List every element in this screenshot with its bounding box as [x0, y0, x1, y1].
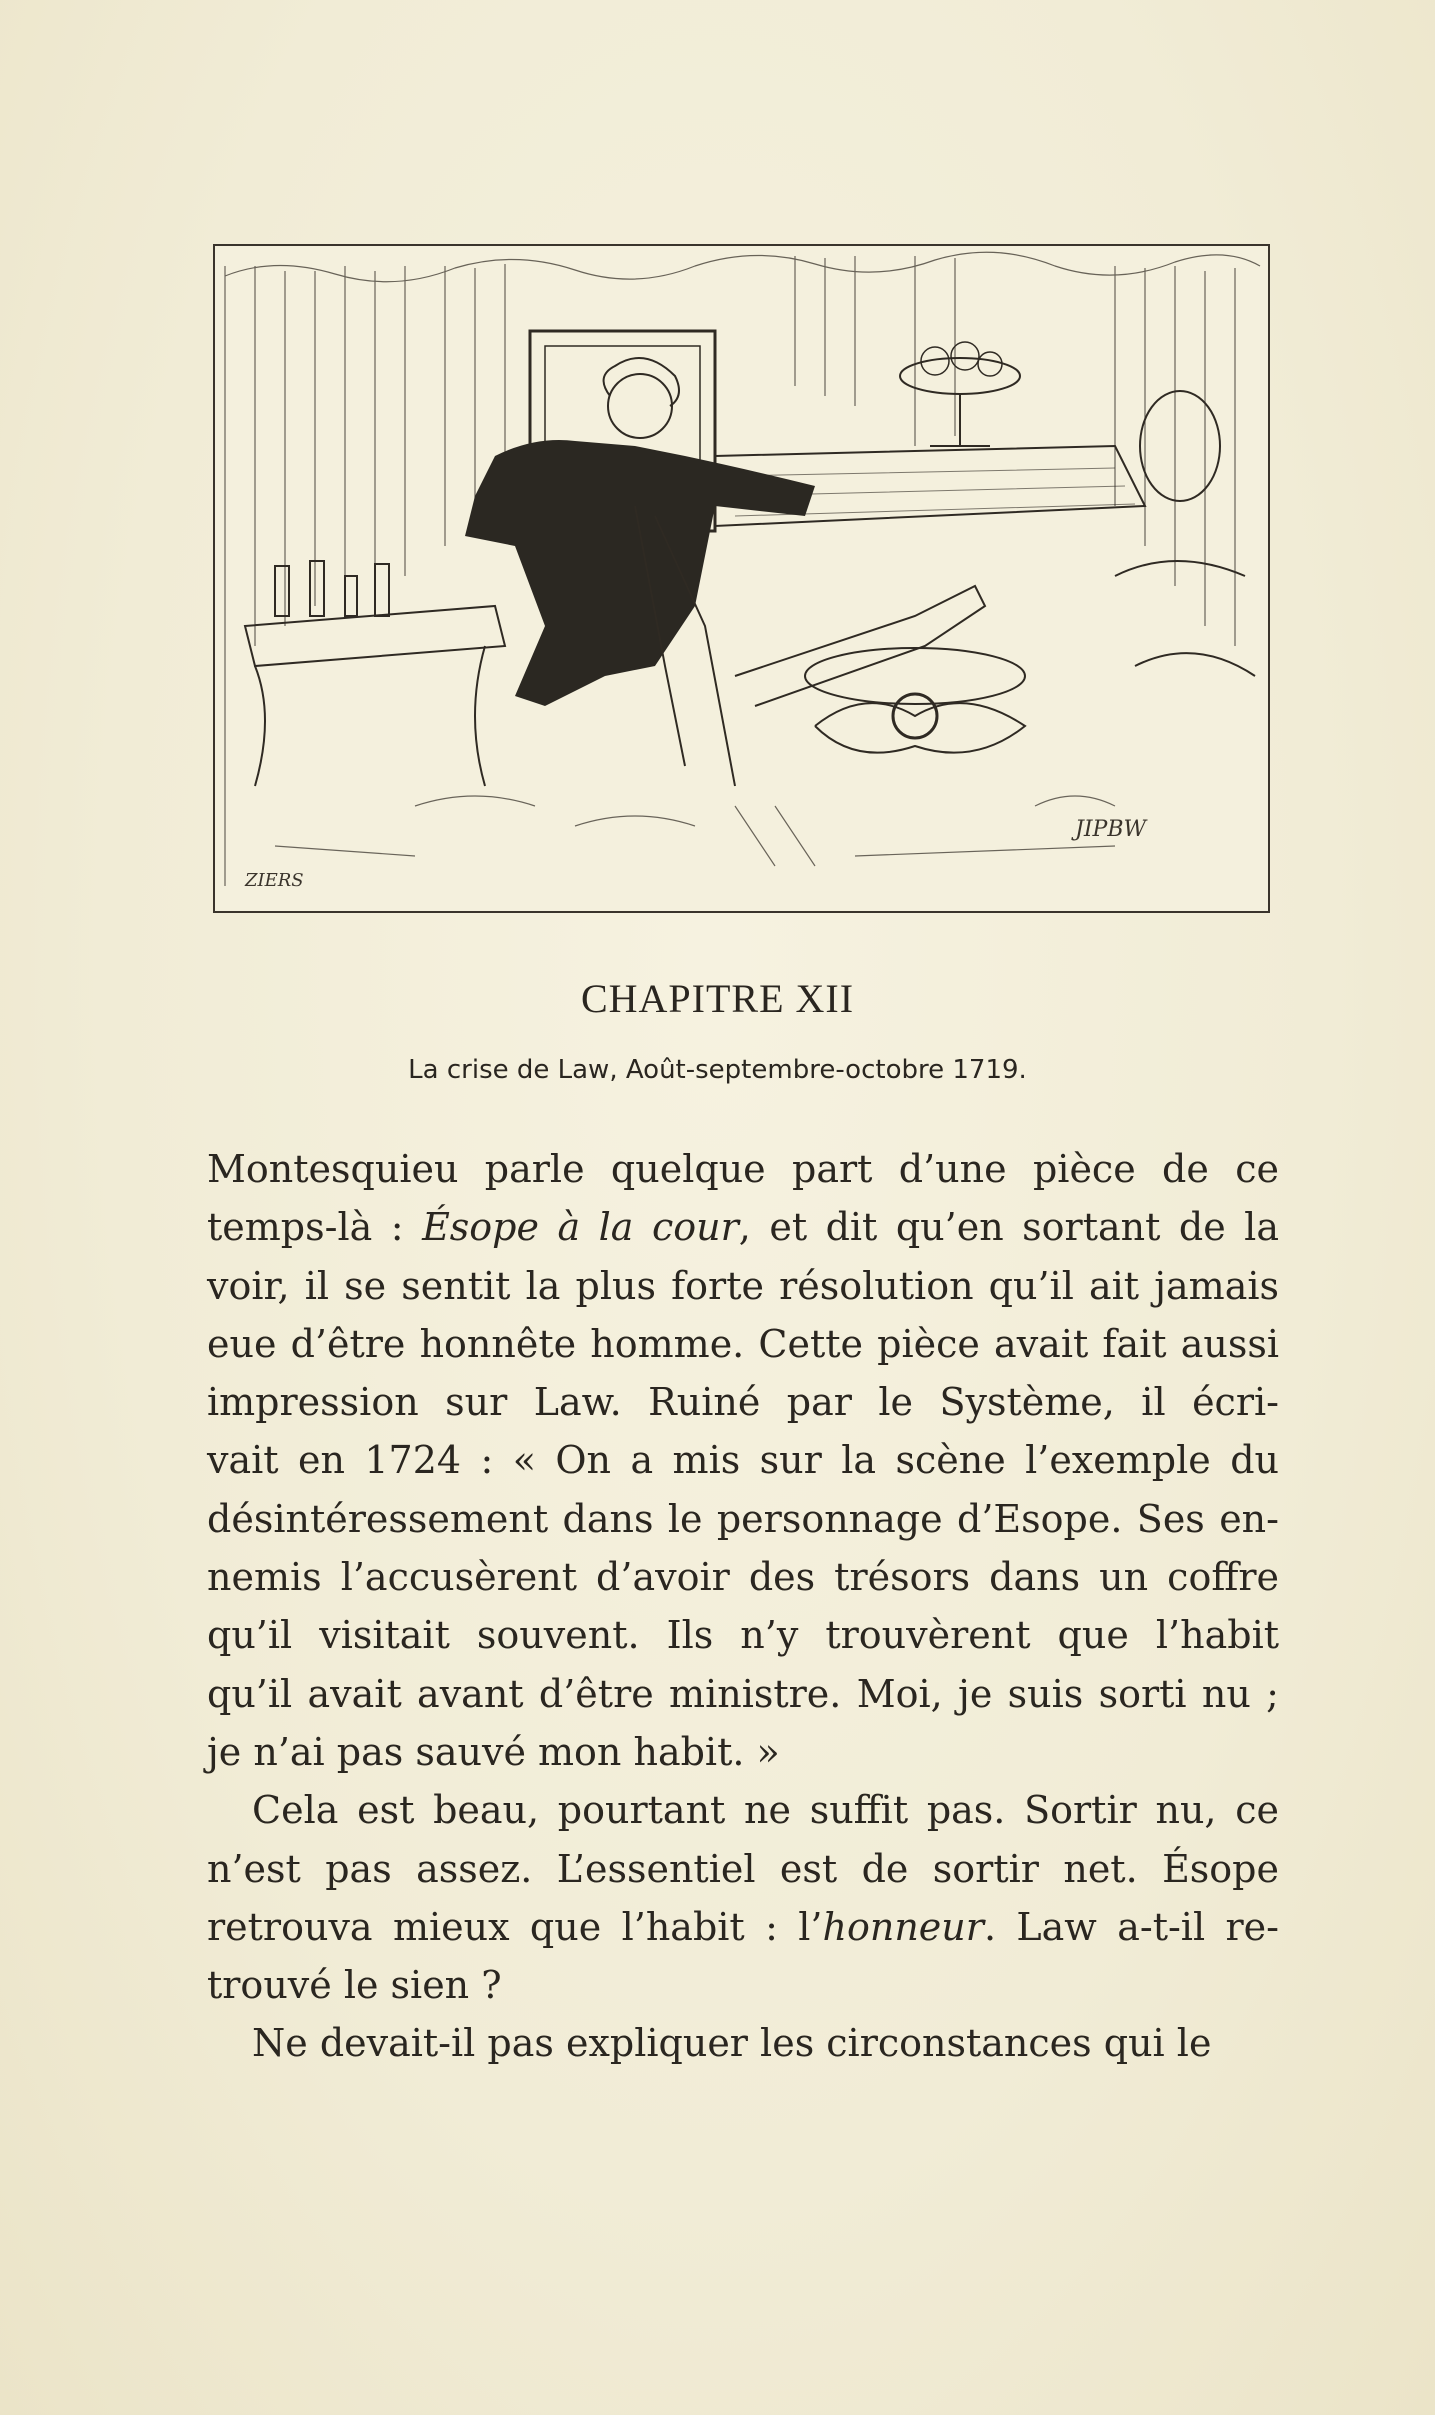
- text-line: [207, 1431, 1279, 1489]
- chapter-body: [207, 1140, 1279, 2073]
- text-segment: , et dit qu’en sortant de la: [738, 1205, 1279, 1250]
- engraving-illustration: [213, 244, 1270, 913]
- text-line: [207, 1781, 1279, 1839]
- text-segment: vait en 1724 : « On a mis sur la scène l’exemple du: [207, 1438, 1279, 1483]
- text-line: [207, 1198, 1279, 1256]
- text-segment: voir, il se sentit la plus forte résolution qu’il ait jamais: [207, 1263, 1279, 1308]
- text-segment: nemis l’accusèrent d’avoir des trésors dans un coffre: [207, 1555, 1279, 1600]
- text-segment: Ne devait-il pas expliquer les circonstances qui le: [252, 2021, 1212, 2066]
- text-segment: désintéressement dans le personnage d’Esope. Ses en-: [207, 1496, 1279, 1541]
- text-segment: trouvé le sien ?: [207, 1963, 502, 2008]
- text-segment: impression sur Law. Ruiné par le Système, il écri-: [207, 1380, 1279, 1425]
- text-line: [207, 1665, 1279, 1723]
- text-segment: je n’ai pas sauvé mon habit. »: [207, 1729, 780, 1774]
- text-line: [207, 1956, 1279, 2014]
- text-line: [207, 1373, 1279, 1431]
- artist-signature-right: JIPBW: [1075, 817, 1147, 842]
- text-line: [207, 1315, 1279, 1373]
- engraving-image: [215, 246, 1268, 911]
- text-line: [207, 1898, 1279, 1956]
- text-line: [207, 1548, 1279, 1606]
- text-line: [207, 1257, 1279, 1315]
- text-segment: Montesquieu parle quelque part d’une pièce de ce: [207, 1147, 1279, 1191]
- chapter-subtitle: La crise de Law, Août-septembre-octobre 1719.: [408, 1055, 1027, 1085]
- text-segment: . Law a-t-il re-: [983, 1904, 1279, 1949]
- text-segment: Cela est beau, pourtant ne suffit pas. Sortir nu, ce: [252, 1788, 1279, 1833]
- text-segment: eue d’être honnête homme. Cette pièce avait fait aussi: [207, 1321, 1279, 1366]
- text-line: [207, 1606, 1279, 1664]
- italic-title: Ésope à la cour: [422, 1205, 739, 1250]
- text-line: [207, 1723, 1279, 1781]
- text-line: [207, 1490, 1279, 1548]
- text-segment: retrouva mieux que l’habit : l’: [207, 1904, 823, 1949]
- artist-signature-left: ZIERS: [245, 870, 304, 891]
- text-line: [207, 1840, 1279, 1898]
- chapter-title: CHAPITRE XII: [580, 976, 855, 1021]
- text-segment: n’est pas assez. L’essentiel est de sortir net. Ésope: [207, 1846, 1279, 1891]
- italic-title: honneur: [822, 1904, 984, 1949]
- text-line: [207, 1140, 1279, 1198]
- text-segment: qu’il avait avant d’être ministre. Moi, je suis sorti nu ;: [207, 1671, 1279, 1716]
- text-line: [207, 2014, 1279, 2072]
- text-segment: temps-là :: [207, 1205, 423, 1250]
- text-segment: qu’il visitait souvent. Ils n’y trouvèrent que l’habit: [207, 1613, 1279, 1658]
